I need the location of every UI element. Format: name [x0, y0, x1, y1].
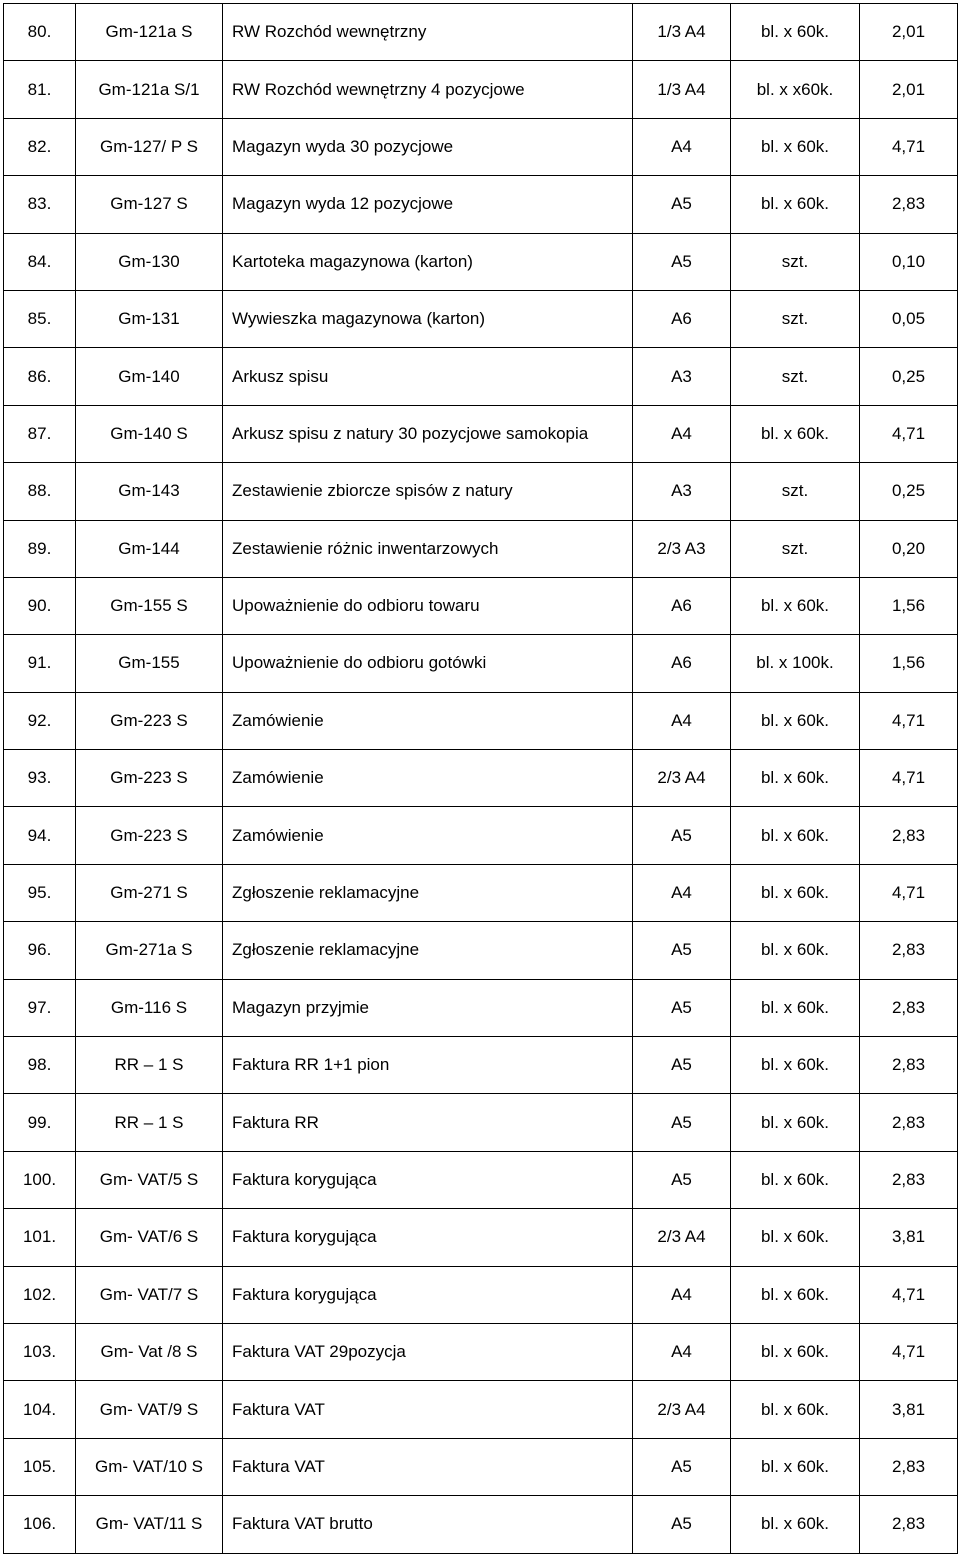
unit-cell: bl. x 60k. — [731, 405, 860, 462]
form-code-cell: Gm-223 S — [76, 750, 223, 807]
form-name-cell: Faktura korygująca — [223, 1209, 633, 1266]
price-cell: 3,81 — [860, 1381, 958, 1438]
paper-format-cell: A4 — [633, 692, 731, 749]
unit-cell: bl. x 60k. — [731, 750, 860, 807]
forms-price-table — [3, 3, 958, 1554]
form-code-cell: Gm-271 S — [76, 864, 223, 921]
form-name-cell: Zestawienie różnic inwentarzowych — [223, 520, 633, 577]
price-cell: 0,05 — [860, 290, 958, 347]
price-cell: 0,25 — [860, 463, 958, 520]
row-number-cell: 83. — [4, 176, 76, 233]
form-name-cell: Zgłoszenie reklamacyjne — [223, 922, 633, 979]
form-name-cell: Wywieszka magazynowa (karton) — [223, 290, 633, 347]
table-row — [4, 1151, 958, 1208]
table-row — [4, 635, 958, 692]
row-number-cell: 94. — [4, 807, 76, 864]
form-name-cell: Arkusz spisu z natury 30 pozycjowe samokopia — [223, 405, 633, 462]
form-name-cell: Zamówienie — [223, 692, 633, 749]
row-number-cell: 81. — [4, 61, 76, 118]
form-name-cell: RW Rozchód wewnętrzny — [223, 4, 633, 61]
form-name-cell: Magazyn przyjmie — [223, 979, 633, 1036]
paper-format-cell: 2/3 A4 — [633, 1381, 731, 1438]
price-cell: 4,71 — [860, 118, 958, 175]
form-code-cell: Gm-155 — [76, 635, 223, 692]
row-number-cell: 100. — [4, 1151, 76, 1208]
paper-format-cell: A5 — [633, 1438, 731, 1495]
price-cell: 2,83 — [860, 1438, 958, 1495]
form-code-cell: Gm-155 S — [76, 577, 223, 634]
row-number-cell: 89. — [4, 520, 76, 577]
unit-cell: bl. x 60k. — [731, 1266, 860, 1323]
paper-format-cell: A6 — [633, 635, 731, 692]
table-row — [4, 463, 958, 520]
paper-format-cell: A5 — [633, 807, 731, 864]
form-name-cell: Magazyn wyda 12 pozycjowe — [223, 176, 633, 233]
price-cell: 2,01 — [860, 4, 958, 61]
unit-cell: bl. x 60k. — [731, 692, 860, 749]
paper-format-cell: A4 — [633, 1266, 731, 1323]
table-row — [4, 348, 958, 405]
price-cell: 2,83 — [860, 1151, 958, 1208]
price-cell: 2,83 — [860, 922, 958, 979]
form-code-cell: Gm-143 — [76, 463, 223, 520]
unit-cell: szt. — [731, 290, 860, 347]
paper-format-cell: 1/3 A4 — [633, 61, 731, 118]
row-number-cell: 84. — [4, 233, 76, 290]
row-number-cell: 92. — [4, 692, 76, 749]
table-row — [4, 577, 958, 634]
unit-cell: bl. x 100k. — [731, 635, 860, 692]
paper-format-cell: 2/3 A3 — [633, 520, 731, 577]
row-number-cell: 88. — [4, 463, 76, 520]
form-code-cell: Gm- Vat /8 S — [76, 1323, 223, 1380]
price-cell: 2,83 — [860, 979, 958, 1036]
price-cell: 1,56 — [860, 635, 958, 692]
price-cell: 1,56 — [860, 577, 958, 634]
form-code-cell: Gm- VAT/5 S — [76, 1151, 223, 1208]
form-code-cell: Gm-116 S — [76, 979, 223, 1036]
table-row — [4, 1496, 958, 1553]
form-code-cell: Gm-223 S — [76, 692, 223, 749]
form-name-cell: Zgłoszenie reklamacyjne — [223, 864, 633, 921]
paper-format-cell: A5 — [633, 176, 731, 233]
price-cell: 2,83 — [860, 1037, 958, 1094]
form-name-cell: RW Rozchód wewnętrzny 4 pozycjowe — [223, 61, 633, 118]
form-name-cell: Faktura VAT 29pozycja — [223, 1323, 633, 1380]
form-code-cell: RR – 1 S — [76, 1037, 223, 1094]
table-row — [4, 233, 958, 290]
paper-format-cell: A5 — [633, 979, 731, 1036]
unit-cell: bl. x 60k. — [731, 1209, 860, 1266]
unit-cell: bl. x 60k. — [731, 118, 860, 175]
row-number-cell: 93. — [4, 750, 76, 807]
price-cell: 2,83 — [860, 1094, 958, 1151]
row-number-cell: 99. — [4, 1094, 76, 1151]
row-number-cell: 98. — [4, 1037, 76, 1094]
paper-format-cell: A5 — [633, 1151, 731, 1208]
form-code-cell: RR – 1 S — [76, 1094, 223, 1151]
paper-format-cell: A4 — [633, 118, 731, 175]
price-cell: 4,71 — [860, 750, 958, 807]
table-body — [4, 4, 958, 1554]
form-code-cell: Gm-121a S/1 — [76, 61, 223, 118]
paper-format-cell: A5 — [633, 922, 731, 979]
table-row — [4, 1209, 958, 1266]
table-row — [4, 864, 958, 921]
row-number-cell: 103. — [4, 1323, 76, 1380]
unit-cell: bl. x 60k. — [731, 577, 860, 634]
unit-cell: bl. x 60k. — [731, 807, 860, 864]
table-row — [4, 176, 958, 233]
paper-format-cell: A4 — [633, 1323, 731, 1380]
form-name-cell: Upoważnienie do odbioru gotówki — [223, 635, 633, 692]
price-cell: 2,01 — [860, 61, 958, 118]
unit-cell: szt. — [731, 463, 860, 520]
paper-format-cell: A4 — [633, 864, 731, 921]
form-name-cell: Upoważnienie do odbioru towaru — [223, 577, 633, 634]
table-row — [4, 118, 958, 175]
unit-cell: bl. x 60k. — [731, 922, 860, 979]
row-number-cell: 96. — [4, 922, 76, 979]
row-number-cell: 105. — [4, 1438, 76, 1495]
price-cell: 0,20 — [860, 520, 958, 577]
row-number-cell: 82. — [4, 118, 76, 175]
paper-format-cell: A3 — [633, 348, 731, 405]
row-number-cell: 101. — [4, 1209, 76, 1266]
table-row — [4, 1438, 958, 1495]
paper-format-cell: A4 — [633, 405, 731, 462]
unit-cell: szt. — [731, 233, 860, 290]
paper-format-cell: 1/3 A4 — [633, 4, 731, 61]
paper-format-cell: A3 — [633, 463, 731, 520]
unit-cell: bl. x 60k. — [731, 1323, 860, 1380]
price-cell: 2,83 — [860, 807, 958, 864]
row-number-cell: 95. — [4, 864, 76, 921]
unit-cell: bl. x 60k. — [731, 1037, 860, 1094]
table-row — [4, 922, 958, 979]
table-row — [4, 4, 958, 61]
price-cell: 0,10 — [860, 233, 958, 290]
unit-cell: bl. x x60k. — [731, 61, 860, 118]
price-cell: 4,71 — [860, 405, 958, 462]
price-cell: 4,71 — [860, 1266, 958, 1323]
row-number-cell: 90. — [4, 577, 76, 634]
form-code-cell: Gm-144 — [76, 520, 223, 577]
paper-format-cell: 2/3 A4 — [633, 1209, 731, 1266]
form-code-cell: Gm- VAT/7 S — [76, 1266, 223, 1323]
table-row — [4, 290, 958, 347]
table-row — [4, 750, 958, 807]
form-name-cell: Faktura VAT — [223, 1381, 633, 1438]
paper-format-cell: A5 — [633, 1496, 731, 1553]
table-row — [4, 1323, 958, 1380]
table-row — [4, 807, 958, 864]
form-code-cell: Gm-223 S — [76, 807, 223, 864]
form-name-cell: Faktura korygująca — [223, 1151, 633, 1208]
unit-cell: bl. x 60k. — [731, 1151, 860, 1208]
price-cell: 4,71 — [860, 1323, 958, 1380]
row-number-cell: 87. — [4, 405, 76, 462]
form-code-cell: Gm- VAT/11 S — [76, 1496, 223, 1553]
form-name-cell: Faktura VAT brutto — [223, 1496, 633, 1553]
price-cell: 4,71 — [860, 692, 958, 749]
unit-cell: bl. x 60k. — [731, 979, 860, 1036]
row-number-cell: 104. — [4, 1381, 76, 1438]
paper-format-cell: A5 — [633, 1094, 731, 1151]
table-row — [4, 1037, 958, 1094]
table-row — [4, 979, 958, 1036]
form-name-cell: Faktura VAT — [223, 1438, 633, 1495]
price-cell: 2,83 — [860, 176, 958, 233]
form-name-cell: Faktura korygująca — [223, 1266, 633, 1323]
paper-format-cell: A5 — [633, 1037, 731, 1094]
table-row — [4, 520, 958, 577]
form-name-cell: Faktura RR — [223, 1094, 633, 1151]
paper-format-cell: A6 — [633, 577, 731, 634]
form-code-cell: Gm-127 S — [76, 176, 223, 233]
table-row — [4, 692, 958, 749]
form-name-cell: Faktura RR 1+1 pion — [223, 1037, 633, 1094]
unit-cell: bl. x 60k. — [731, 1438, 860, 1495]
form-code-cell: Gm-130 — [76, 233, 223, 290]
row-number-cell: 97. — [4, 979, 76, 1036]
form-code-cell: Gm- VAT/9 S — [76, 1381, 223, 1438]
paper-format-cell: A6 — [633, 290, 731, 347]
form-code-cell: Gm-121a S — [76, 4, 223, 61]
row-number-cell: 85. — [4, 290, 76, 347]
form-code-cell: Gm- VAT/10 S — [76, 1438, 223, 1495]
form-name-cell: Zamówienie — [223, 750, 633, 807]
row-number-cell: 106. — [4, 1496, 76, 1553]
form-code-cell: Gm-271a S — [76, 922, 223, 979]
row-number-cell: 102. — [4, 1266, 76, 1323]
row-number-cell: 80. — [4, 4, 76, 61]
unit-cell: bl. x 60k. — [731, 1381, 860, 1438]
table-row — [4, 405, 958, 462]
unit-cell: bl. x 60k. — [731, 4, 860, 61]
unit-cell: bl. x 60k. — [731, 1094, 860, 1151]
row-number-cell: 86. — [4, 348, 76, 405]
price-cell: 3,81 — [860, 1209, 958, 1266]
table-row — [4, 61, 958, 118]
form-code-cell: Gm-131 — [76, 290, 223, 347]
form-name-cell: Kartoteka magazynowa (karton) — [223, 233, 633, 290]
unit-cell: bl. x 60k. — [731, 176, 860, 233]
form-name-cell: Zamówienie — [223, 807, 633, 864]
unit-cell: szt. — [731, 520, 860, 577]
form-name-cell: Zestawienie zbiorcze spisów z natury — [223, 463, 633, 520]
price-cell: 0,25 — [860, 348, 958, 405]
table-row — [4, 1381, 958, 1438]
table-row — [4, 1094, 958, 1151]
unit-cell: szt. — [731, 348, 860, 405]
form-name-cell: Arkusz spisu — [223, 348, 633, 405]
unit-cell: bl. x 60k. — [731, 864, 860, 921]
paper-format-cell: 2/3 A4 — [633, 750, 731, 807]
price-cell: 4,71 — [860, 864, 958, 921]
paper-format-cell: A5 — [633, 233, 731, 290]
form-code-cell: Gm-127/ P S — [76, 118, 223, 175]
price-cell: 2,83 — [860, 1496, 958, 1553]
form-code-cell: Gm-140 S — [76, 405, 223, 462]
unit-cell: bl. x 60k. — [731, 1496, 860, 1553]
form-code-cell: Gm- VAT/6 S — [76, 1209, 223, 1266]
row-number-cell: 91. — [4, 635, 76, 692]
form-code-cell: Gm-140 — [76, 348, 223, 405]
form-name-cell: Magazyn wyda 30 pozycjowe — [223, 118, 633, 175]
table-row — [4, 1266, 958, 1323]
